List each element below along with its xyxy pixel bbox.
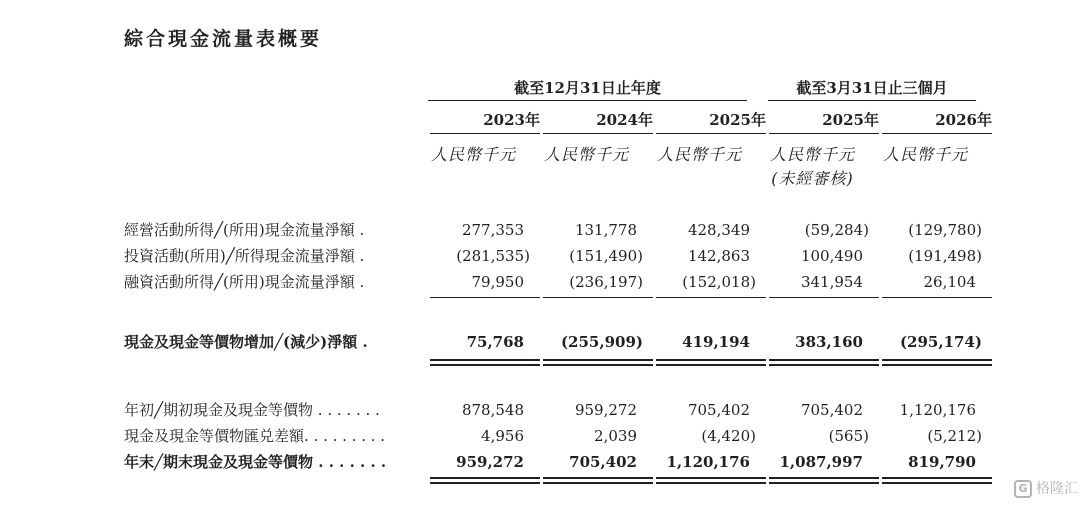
total-double-rule	[769, 477, 879, 484]
cell: 131,778	[574, 221, 637, 239]
row-label-operating: 經營活動所得╱(所用)現金流量淨額 .	[124, 221, 365, 239]
total-double-rule	[769, 359, 879, 366]
row-label-investing: 投資活動(所用)╱所得現金流量淨額 .	[124, 247, 365, 265]
page-title: 綜合現金流量表概要	[124, 28, 323, 50]
total-double-rule	[882, 477, 992, 484]
cell: (59,284)	[804, 221, 869, 239]
cell: 26,104	[923, 273, 976, 291]
total-double-rule	[543, 477, 653, 484]
cell: (129,780)	[908, 221, 982, 239]
cell: 705,402	[687, 401, 750, 419]
row-label-closing-cash: 年末╱期末現金及現金等價物 . . . . . . .	[124, 453, 387, 471]
unit-2024: 人民幣千元	[543, 145, 629, 164]
cell: 2,039	[594, 427, 637, 445]
col-header-2026-q: 2026年	[882, 110, 992, 134]
col-header-2025-q: 2025年	[769, 110, 879, 134]
col-header-2025: 2025年	[656, 110, 766, 134]
subtotal-rule	[656, 297, 766, 298]
cell: 705,402	[569, 453, 637, 471]
group-header-quarter: 截至3月31日止三個月	[768, 78, 976, 101]
total-double-rule	[656, 359, 766, 366]
cell: (565)	[828, 427, 869, 445]
unit-note-unaudited: (未經審核)	[771, 169, 854, 188]
unit-2025: 人民幣千元	[656, 145, 742, 164]
col-header-2024: 2024年	[543, 110, 653, 134]
cell: (5,212)	[927, 427, 982, 445]
cell: 142,863	[687, 247, 750, 265]
total-double-rule	[656, 477, 766, 484]
unit-2026-q: 人民幣千元	[882, 145, 968, 164]
subtotal-rule	[882, 297, 992, 298]
cell: 419,194	[682, 333, 750, 351]
cell: (236,197)	[569, 273, 643, 291]
row-label-opening-cash: 年初╱期初現金及現金等價物 . . . . . . .	[124, 401, 380, 419]
row-label-financing: 融資活動所得╱(所用)現金流量淨額 .	[124, 273, 365, 291]
cell: 1,120,176	[899, 401, 976, 419]
subtotal-rule	[430, 297, 540, 298]
subtotal-rule	[543, 297, 653, 298]
cell: (255,909)	[560, 333, 643, 351]
cell: (151,490)	[569, 247, 643, 265]
watermark-text: 格隆汇	[1036, 481, 1078, 497]
subtotal-rule	[769, 297, 879, 298]
col-header-2023: 2023年	[430, 110, 540, 134]
group-header-annual: 截至12月31日止年度	[428, 78, 747, 101]
cell: 341,954	[800, 273, 863, 291]
total-double-rule	[430, 477, 540, 484]
cell: 100,490	[800, 247, 863, 265]
total-double-rule	[543, 359, 653, 366]
cell: 959,272	[574, 401, 637, 419]
cell: 277,353	[461, 221, 524, 239]
cell: (295,174)	[899, 333, 982, 351]
cell: 79,950	[471, 273, 524, 291]
row-label-fx-difference: 現金及現金等價物匯兑差額. . . . . . . . .	[124, 427, 386, 445]
watermark	[1014, 478, 1078, 498]
unit-2023: 人民幣千元	[430, 145, 516, 164]
gelonghui-logo-icon: G	[1014, 480, 1032, 498]
cell: 1,120,176	[666, 453, 750, 471]
cell: 705,402	[800, 401, 863, 419]
cell: (281,535)	[456, 247, 530, 265]
cell: 75,768	[466, 333, 524, 351]
total-double-rule	[430, 359, 540, 366]
cell: 428,349	[687, 221, 750, 239]
cell: 959,272	[456, 453, 524, 471]
unit-2025-q: 人民幣千元	[769, 145, 855, 164]
total-double-rule	[882, 359, 992, 366]
row-label-net-change: 現金及現金等價物增加╱(減少)淨額 .	[124, 333, 368, 351]
cell: 383,160	[795, 333, 863, 351]
cell: 878,548	[461, 401, 524, 419]
cell: (152,018)	[682, 273, 756, 291]
cell: 819,790	[908, 453, 976, 471]
cell: 4,956	[481, 427, 524, 445]
cell: (4,420)	[701, 427, 756, 445]
cell: (191,498)	[908, 247, 982, 265]
cell: 1,087,997	[779, 453, 863, 471]
